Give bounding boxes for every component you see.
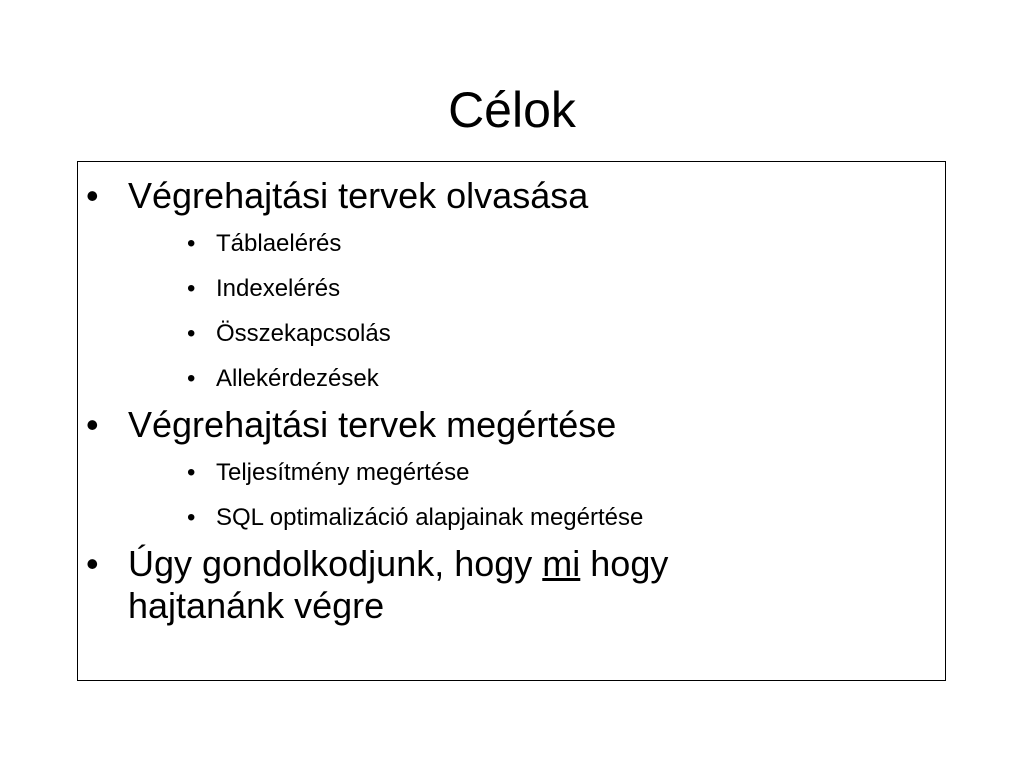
bullet-icon: • xyxy=(187,459,196,486)
list-item xyxy=(78,175,945,217)
bullet-icon: • xyxy=(86,543,99,584)
bullet-list xyxy=(78,162,945,626)
slide-title: Célok xyxy=(448,82,576,138)
sub-list-item-text: Teljesítmény megértése xyxy=(216,459,470,486)
list-item-text-part: hogy xyxy=(580,543,669,584)
list-item-text-part: Úgy gondolkodjunk, hogy xyxy=(128,543,543,584)
sub-list-item xyxy=(78,458,945,488)
underlined-word: mi xyxy=(542,543,581,584)
list-item-text: Végrehajtási tervek olvasása xyxy=(128,175,589,216)
list-item xyxy=(78,404,945,446)
list-item xyxy=(78,543,945,627)
bullet-icon: • xyxy=(187,275,196,302)
bullet-icon: • xyxy=(187,230,196,257)
bullet-icon: • xyxy=(187,365,196,392)
sub-list-item-text: Indexelérés xyxy=(216,275,341,302)
bullet-icon: • xyxy=(187,504,196,531)
list-item-text-line2: hajtanánk végre xyxy=(128,585,385,626)
sub-list-item-text: Allekérdezések xyxy=(216,365,379,392)
sub-list-item-text: SQL optimalizáció alapjainak megértése xyxy=(216,504,644,531)
sub-list-item xyxy=(78,229,945,259)
bullet-icon: • xyxy=(86,175,99,216)
sub-list-item-text: Táblaelérés xyxy=(216,230,342,257)
sub-list-item xyxy=(78,364,945,394)
bullet-icon: • xyxy=(86,404,99,445)
sub-list-item-text: Összekapcsolás xyxy=(216,320,391,347)
bullet-icon: • xyxy=(187,320,196,347)
content-box xyxy=(77,161,946,681)
list-item-text: Végrehajtási tervek megértése xyxy=(128,404,617,445)
sub-list-item xyxy=(78,503,945,533)
sub-list-item xyxy=(78,274,945,304)
sub-list-item xyxy=(78,319,945,349)
